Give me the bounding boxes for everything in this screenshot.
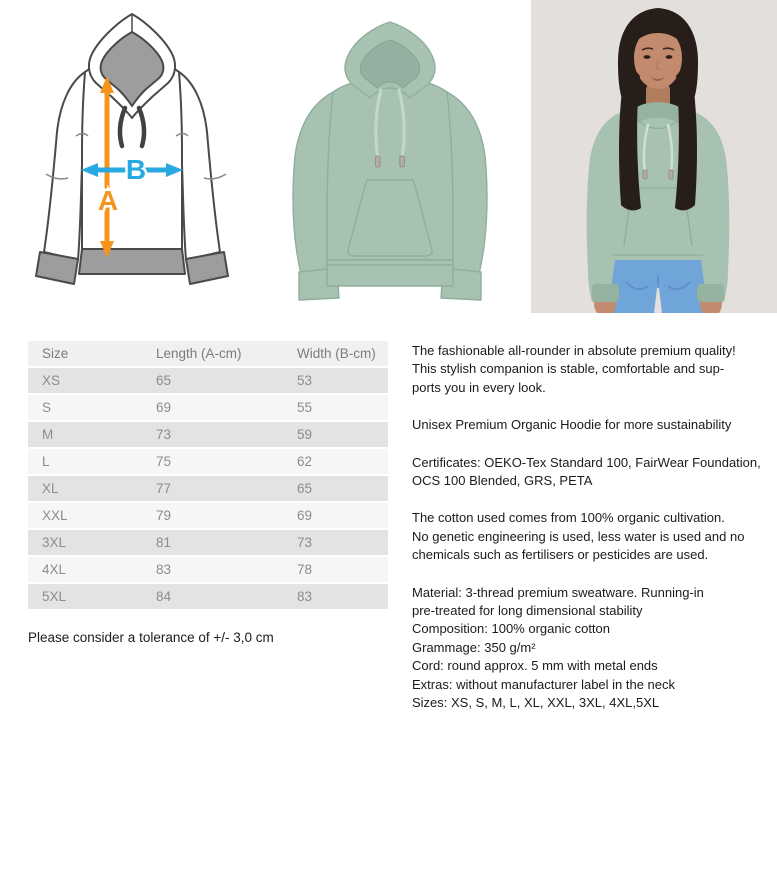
description-line: chemicals such as fertilisers or pesticides are used.	[412, 547, 709, 563]
column-header: Width (B-cm)	[283, 341, 388, 367]
size-cell: 4XL	[28, 556, 142, 583]
width-cell: 65	[283, 475, 388, 502]
size-cell: XS	[28, 367, 142, 394]
table-row	[28, 583, 388, 610]
description-line: pre-treated for long dimensional stability	[412, 603, 643, 619]
size-cell: M	[28, 421, 142, 448]
width-cell: 83	[283, 583, 388, 610]
model-right-cuff	[697, 284, 724, 302]
size-table	[28, 341, 388, 611]
flat-body	[327, 78, 453, 260]
model-left-aglet	[643, 170, 647, 179]
diagram-hem-band	[79, 249, 185, 274]
description-line: Composition: 100% organic cotton	[412, 621, 611, 637]
table-row	[28, 556, 388, 583]
length-cell: 83	[142, 556, 283, 583]
hoodie-measurement-diagram-svg	[30, 12, 242, 296]
table-row	[28, 448, 388, 475]
tolerance-note: Please consider a tolerance of +/- 3,0 cm	[28, 630, 274, 645]
size-cell: S	[28, 394, 142, 421]
length-cell: 75	[142, 448, 283, 475]
table-row	[28, 475, 388, 502]
table-row	[28, 367, 388, 394]
description-line: No genetic engineering is used, less water is used and no	[412, 528, 745, 544]
width-cell: 69	[283, 502, 388, 529]
description-line: OCS 100 Blended, GRS, PETA	[412, 473, 593, 489]
length-cell: 73	[142, 421, 283, 448]
flat-right-aglet	[400, 156, 405, 167]
length-cell: 81	[142, 529, 283, 556]
description-line: Sizes: XS, S, M, L, XL, XXL, 3XL, 4XL,5XL	[412, 695, 660, 711]
description-line: ports you in every look.	[412, 379, 546, 395]
size-table-header-row	[28, 341, 388, 367]
product-description	[412, 342, 767, 732]
width-cell: 62	[283, 448, 388, 475]
width-cell: 78	[283, 556, 388, 583]
product-photo-model	[531, 0, 777, 313]
description-paragraph	[412, 509, 767, 564]
description-line: Grammage: 350 g/m²	[412, 639, 536, 655]
size-table-body	[28, 367, 388, 610]
product-photo-flat-svg	[265, 8, 515, 308]
description-paragraph	[412, 454, 767, 491]
product-photo-flat	[265, 8, 515, 308]
description-line: This stylish companion is stable, comfortable and sup-	[412, 361, 725, 377]
description-line: Cord: round approx. 5 mm with metal ends	[412, 658, 658, 674]
length-cell: 77	[142, 475, 283, 502]
flat-left-aglet	[376, 156, 381, 167]
size-cell: XL	[28, 475, 142, 502]
measurement-label-a: A	[97, 185, 119, 216]
flat-hem-band	[327, 260, 453, 286]
length-cell: 69	[142, 394, 283, 421]
description-line: The cotton used comes from 100% organic cultivation.	[412, 510, 725, 526]
model-left-cuff	[592, 284, 619, 302]
size-cell: XXL	[28, 502, 142, 529]
model-left-eye	[644, 55, 651, 59]
width-cell: 53	[283, 367, 388, 394]
description-line: Unisex Premium Organic Hoodie for more sustainability	[412, 417, 732, 433]
diagram-right-sleeve	[179, 72, 220, 260]
width-cell: 59	[283, 421, 388, 448]
description-line: Extras: without manufacturer label in the neck	[412, 676, 676, 692]
table-row	[28, 502, 388, 529]
table-row	[28, 394, 388, 421]
table-row	[28, 529, 388, 556]
description-paragraph	[412, 584, 767, 713]
length-cell: 65	[142, 367, 283, 394]
description-paragraph	[412, 416, 767, 434]
description-paragraph	[412, 342, 767, 397]
description-line: The fashionable all-rounder in absolute premium quality!	[412, 343, 736, 358]
model-right-aglet	[669, 170, 673, 179]
length-cell: 79	[142, 502, 283, 529]
width-cell: 73	[283, 529, 388, 556]
column-header: Size	[28, 341, 142, 367]
hoodie-measurement-diagram	[30, 12, 242, 296]
description-line: Material: 3-thread premium sweatware. Running-in	[412, 584, 704, 600]
length-cell: 84	[142, 583, 283, 610]
table-row	[28, 421, 388, 448]
size-cell: 5XL	[28, 583, 142, 610]
product-photo-model-svg	[531, 0, 777, 313]
diagram-left-sleeve	[44, 72, 85, 260]
measurement-label-b: B	[125, 154, 147, 185]
width-cell: 55	[283, 394, 388, 421]
description-line: Certificates: OEKO-Tex Standard 100, FairWear Foundation,	[412, 454, 761, 470]
size-cell: 3XL	[28, 529, 142, 556]
column-header: Length (A-cm)	[142, 341, 283, 367]
model-right-eye	[666, 55, 673, 59]
size-cell: L	[28, 448, 142, 475]
